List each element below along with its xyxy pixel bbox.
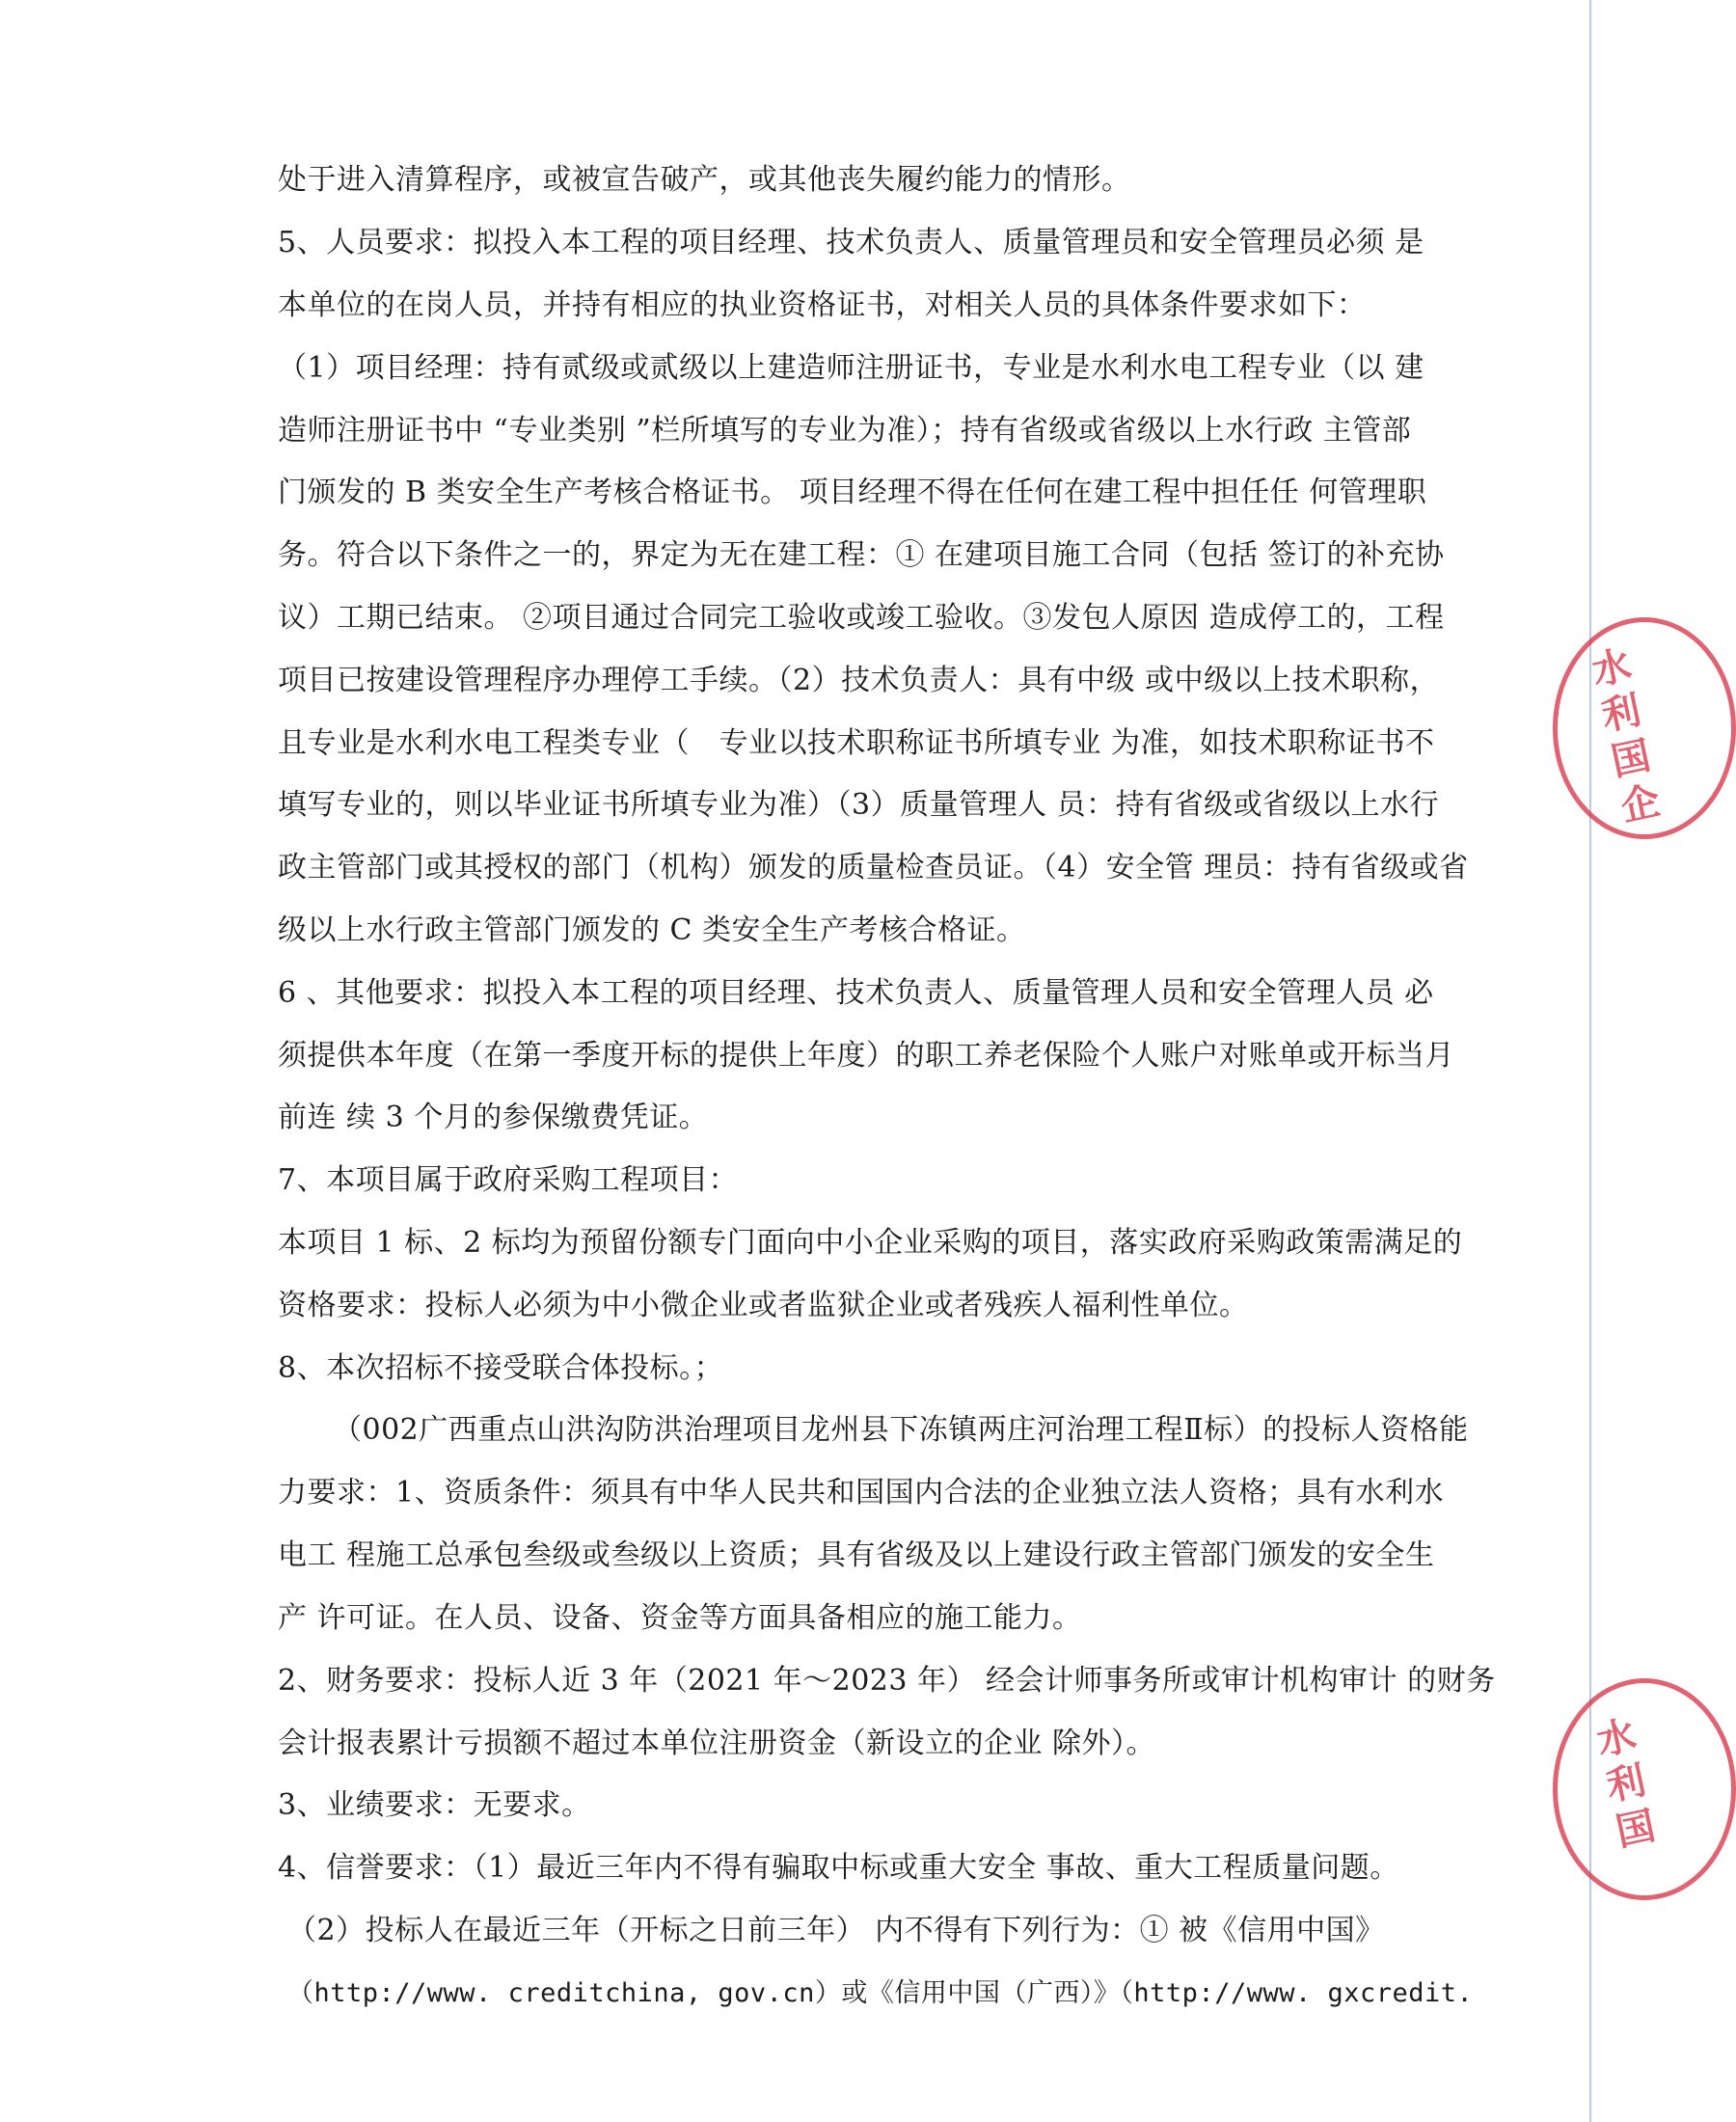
text-line: 8、本次招标不接受联合体投标。；: [278, 1351, 724, 1385]
text-line: 5、人员要求：拟投入本工程的项目经理、技术负责人、质量管理员和安全管理员必须 是: [278, 226, 1424, 259]
text-line: 本项目 1 标、2 标均为预留份额专门面向中小企业采购的项目，落实政府采购政策需满足的: [278, 1226, 1463, 1260]
text-line: 政主管部门或其授权的部门（机构）颁发的质量检查员证。（4）安全管 理员：持有省级或省: [278, 851, 1469, 884]
text-line: 本单位的在岗人员，并持有相应的执业资格证书，对相关人员的具体条件要求如下：: [278, 288, 1367, 322]
text-line: 须提供本年度（在第一季度开标的提供上年度）的职工养老保险个人账户对账单或开标当月: [278, 1039, 1454, 1073]
text-line: 产 许可证。在人员、设备、资金等方面具备相应的施工能力。: [278, 1601, 1082, 1635]
text-line: 处于进入清算程序，或被宣告破产，或其他丧失履约能力的情形。: [278, 163, 1131, 197]
text-line: 6 、其他要求：拟投入本工程的项目经理、技术负责人、质量管理人员和安全管理人员 必: [278, 976, 1434, 1010]
text-line: 资格要求：投标人必须为中小微企业或者监狱企业或者残疾人福利性单位。: [278, 1289, 1249, 1322]
text-line: 议）工期已结束。 ②项目通过合同完工验收或竣工验收。③发包人原因 造成停工的，工程: [278, 601, 1445, 635]
text-line: 且专业是水利水电工程类专业（ 专业以技术职称证书所填专业 为准，如技术职称证书不: [278, 726, 1435, 760]
text-line: 务。符合以下条件之一的，界定为无在建工程：① 在建项目施工合同（包括 签订的补充协: [278, 538, 1445, 572]
text-line: 电工 程施工总承包叁级或叁级以上资质；具有省级及以上建设行政主管部门颁发的安全生: [278, 1538, 1435, 1572]
text-line: 前连 续 3 个月的参保缴费凭证。: [278, 1101, 709, 1134]
text-line: 项目已按建设管理程序办理停工手续。（2）技术负责人：具有中级 或中级以上技术职称，: [278, 664, 1440, 697]
text-line: 级以上水行政主管部门颁发的 C 类安全生产考核合格证。: [278, 913, 1026, 947]
text-line: 4、信誉要求：（1）最近三年内不得有骗取中标或重大安全 事故、重大工程质量问题。: [278, 1851, 1399, 1885]
text-line: （002广西重点山洪沟防洪治理项目龙州县下冻镇两庄河治理工程Ⅱ标）的投标人资格能: [333, 1413, 1469, 1447]
text-line: 门颁发的 B 类安全生产考核合格证书。 项目经理不得在任何在建工程中担任任 何管理职: [278, 476, 1427, 509]
text-line: 2、财务要求：投标人近 3 年（2021 年～2023 年） 经会计师事务所或审计机构审计 的财务: [278, 1664, 1496, 1698]
text-line: 7、本项目属于政府采购工程项目：: [278, 1163, 739, 1197]
text-line: 会计报表累计亏损额不超过本单位注册资金（新设立的企业 除外）。: [278, 1727, 1156, 1760]
seal-text: 水利国: [1587, 1713, 1661, 1860]
text-line: 填写专业的，则以毕业证书所填专业为准）（3）质量管理人 员：持有省级或省级以上水行: [278, 788, 1440, 822]
text-line: 3、业绩要求：无要求。: [278, 1788, 591, 1822]
official-seal-top: [1553, 617, 1736, 839]
text-line: 造师注册证书中 “专业类别 ”栏所填写的专业为准）；持有省级或省级以上水行政 主管部: [278, 414, 1412, 448]
text-line: （1）项目经理：持有贰级或贰级以上建造师注册证书，专业是水利水电工程专业（以 建: [278, 351, 1424, 385]
text-line: （2）投标人在最近三年（开标之日前三年） 内不得有下列行为：① 被《信用中国》: [287, 1914, 1385, 1947]
text-line: 力要求：1、资质条件：须具有中华人民共和国国内合法的企业独立法人资格；具有水利水: [278, 1476, 1445, 1510]
seal-text: 水利国企: [1582, 643, 1666, 834]
text-line: （http://www. creditchina, gov.cn）或《信用中国（广西）》（http://www. gxcredit.: [287, 1978, 1474, 2008]
official-seal-bottom: [1553, 1678, 1736, 1900]
